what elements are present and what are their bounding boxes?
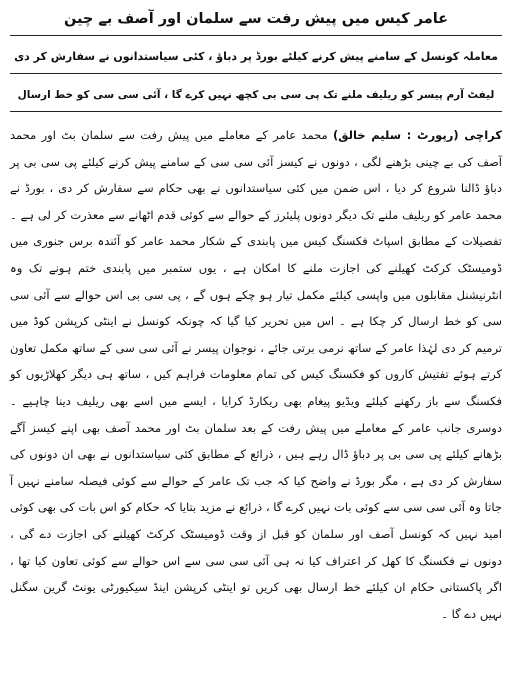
headline-divider	[10, 73, 502, 74]
headline-block	[10, 6, 502, 112]
sub-headline-2: لیفٹ آرم پیسر کو ریلیف ملنے تک پی سی بی کچھ نہیں کرے گا ، آئی سی سی کو خط ارسال	[17, 89, 495, 101]
article-body	[10, 122, 502, 627]
article-byline: کراچی (رپورٹ : سلیم خالق)	[333, 128, 502, 142]
headline-divider	[10, 35, 502, 36]
article-text: محمد عامر کے معاملے میں پیش رفت سے سلمان بٹ اور محمد آصف کی بے چینی بڑھنے لگی ، دونوں نے کیسز آئی سی سی کے سامنے پیش کرنے کیلئے پی سی بی پر دباؤ ڈالنا شروع کر دیا ، اس ضمن میں کئی سیاستدانوں نے بھی حکام سے سفارش کر دی ، بورڈ نے محمد عامر کو ریلیف ملنے تک دیگر دونوں پلیئرز کے حوالے سے کوئی قدم اٹھانے سے معذرت کر لی ہے ۔ تفصیلات کے مطابق اسپاٹ فکسنگ کیس میں پابندی کے شکار محمد عامر کو آئندہ برس جنوری میں ڈومیسٹک کرکٹ کھیلنے کی اجازت ملنے کا امکان ہے ، یوں ستمبر میں پابندی ختم ہونے تک وہ انٹرنیشنل مقابلوں میں واپسی کیلئے مکمل تیار ہو چکے ہوں گے ، پی سی بی اس حوالے سے آئی سی سی کو خط ارسال کر چکا ہے ۔ اس میں تحریر کیا گیا کہ چونکہ کونسل نے اینٹی کرپشن کوڈ میں ترمیم کر دی لہٰذا عامر کے ساتھ نرمی برتی جائے ، نوجوان پیسر نے آئی سی سی کے ساتھ مکمل تعاون کرتے ہوئے تفتیش کاروں کو فکسنگ کیس کی تمام معلومات فراہم کیں ، ساتھ ہی دیگر کھلاڑیوں کو فکسنگ سے باز رکھنے کیلئے ویڈیو پیغام بھی ریکارڈ کرایا ، ایسے میں اسے بھی ریلیف دینا چاہیے ۔ دوسری جانب عامر کے معاملے میں پیش رفت کے بعد سلمان بٹ اور محمد آصف بھی اپنے کیسز آگے بڑھانے کیلئے پی سی بی پر دباؤ ڈال رہے ہیں ، ذرائع کے مطابق کئی سیاستدانوں نے بھی ان دونوں کی سفارش کر دی ہے ، مگر بورڈ نے واضح کیا کہ جب تک عامر کے حوالے سے کوئی فیصلہ سامنے نہیں آ جاتا وہ آئی سی سی سے کوئی بات نہیں کرے گا ، ذرائع نے مزید بتایا کہ حکام کو اس بات کی بھی کوئی امید نہیں کہ کونسل آصف اور سلمان کو قبل از وقت ڈومیسٹک کرکٹ کھیلنے کی اجازت دے گی ، دونوں نے فکسنگ کا کھل کر اعتراف کیا نہ ہی آئی سی سی سے اس حوالے سے کوئی تعاون کیا تھا ، اگر پاکستانی حکام ان کیلئے خط ارسال بھی کریں تو اینٹی کرپشن اینڈ سیکیورٹی یونٹ گرین سگنل نہیں دے گا ۔	[10, 128, 502, 621]
headline-divider	[10, 111, 502, 112]
sub-headline-1: معاملہ کونسل کے سامنے پیش کرنے کیلئے بورڈ پر دباؤ ، کئی سیاستدانوں نے سفارش کر دی	[14, 50, 498, 63]
main-headline: عامر کیس میں پیش رفت سے سلمان اور آصف بے چین	[63, 11, 449, 27]
